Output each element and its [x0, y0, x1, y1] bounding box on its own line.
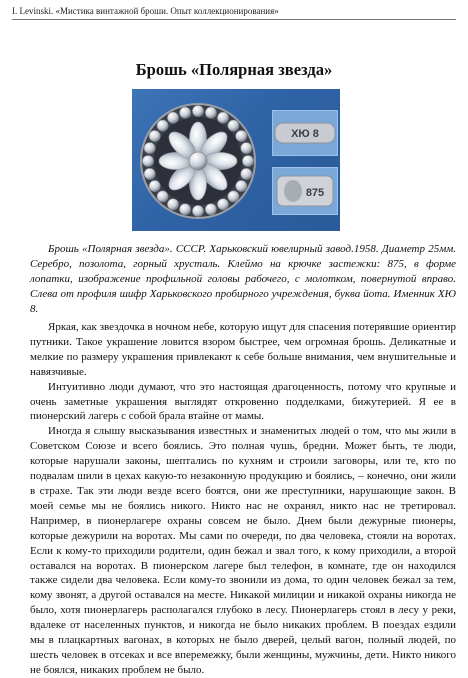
photo-caption: Брошь «Полярная звезда». СССР. Харьковский ювелирный завод.1958. Диаметр 25мм. Серебро, позолота, горный хрусталь. Клеймо на крючке застежки: 875, в форме лопатки, изображение профильной головы рабочего, с молотком, повернутой вправо. Слева от профиля шифр Харьковского пробирного учреждения, буква йота. Именник ХЮ 8. — [30, 243, 456, 315]
hallmark-closeup-2 — [272, 167, 338, 215]
paragraph: Яркая, как звездочка в ночном небе, которую ищут для спасения потерявшие ориентир путники. Такое украшение ловится взором быстрее, чем огромная брошь. Деликатные и мелкие по размеру украшения привлекают к себе больше внимания, чем внушительные и навязчивые. — [30, 321, 456, 378]
paragraph: Интуитивно люди думают, что это настоящая драгоценность, потому что крупные и очень заметные украшения выглядят откровенно подделками, бижутерией. Я ее в пионерский лагерь с собой брала втайне от мамы. — [30, 380, 456, 423]
running-header: I. Levinski. «Мистика винтажной броши. Опыт коллекционирования» — [12, 6, 279, 16]
stamp-text: 875 — [305, 187, 325, 199]
article-title: Брошь «Полярная звезда» — [135, 60, 333, 79]
hallmark-text: ХЮ 8 — [291, 128, 319, 140]
brooch-photo — [132, 89, 340, 231]
paragraph: Иногда я слышу высказывания известных и знаменитых людей о том, что мы жили в Советском Союзе и всего боялись. Это полная чушь, бредни. Может быть, те люди, которые нарушали законы, шептались по кухням и строили заговоры, или те, кто по подвалам шили в цехах какую-то незаконную продукцию и боялись, – конечно, они жили в страхе. Так эти люди везде всего боятся, они же преступники, нарушающие закон. В моей семье мы не боялись никого. Никто нас не охранял, никто нас не третировал. Например, в пионерлагере охраны совсем не было. Днем были дежурные пионеры, которые дежурили на воротах. Мы сами по очереди, по два человека, стояли на воротах. Если к кому-то приходили родители, один бежал и звал того, к кому приходили, а второй оставался на воротах. В пионерском лагере был телефон, в комнате, где он находился также сидели два человека. Если кому-то звонили из дома, то один человек бежал за тем, кому звонят, а другой оставался на месте. Никакой милиции и никакой охраны никогда не было, хотя пионерлагерь располагался глубоко в лесу. Пионерлагерь стоял в лесу у реки, вдалеке от населенных пунктов, и никогда не было никаких проблем. В поездах ездили мы в плацкартных вагонах, в которых не было дверей, целый вагон, полный людей, по шесть человек в отсеках и все вперемежку, были женщины, мужчины, дети. Никто никого не боялся, никаких проблем не было. — [30, 425, 456, 676]
article-body — [30, 320, 456, 678]
hallmark-closeup-1 — [272, 110, 338, 156]
header-rule — [12, 19, 456, 20]
